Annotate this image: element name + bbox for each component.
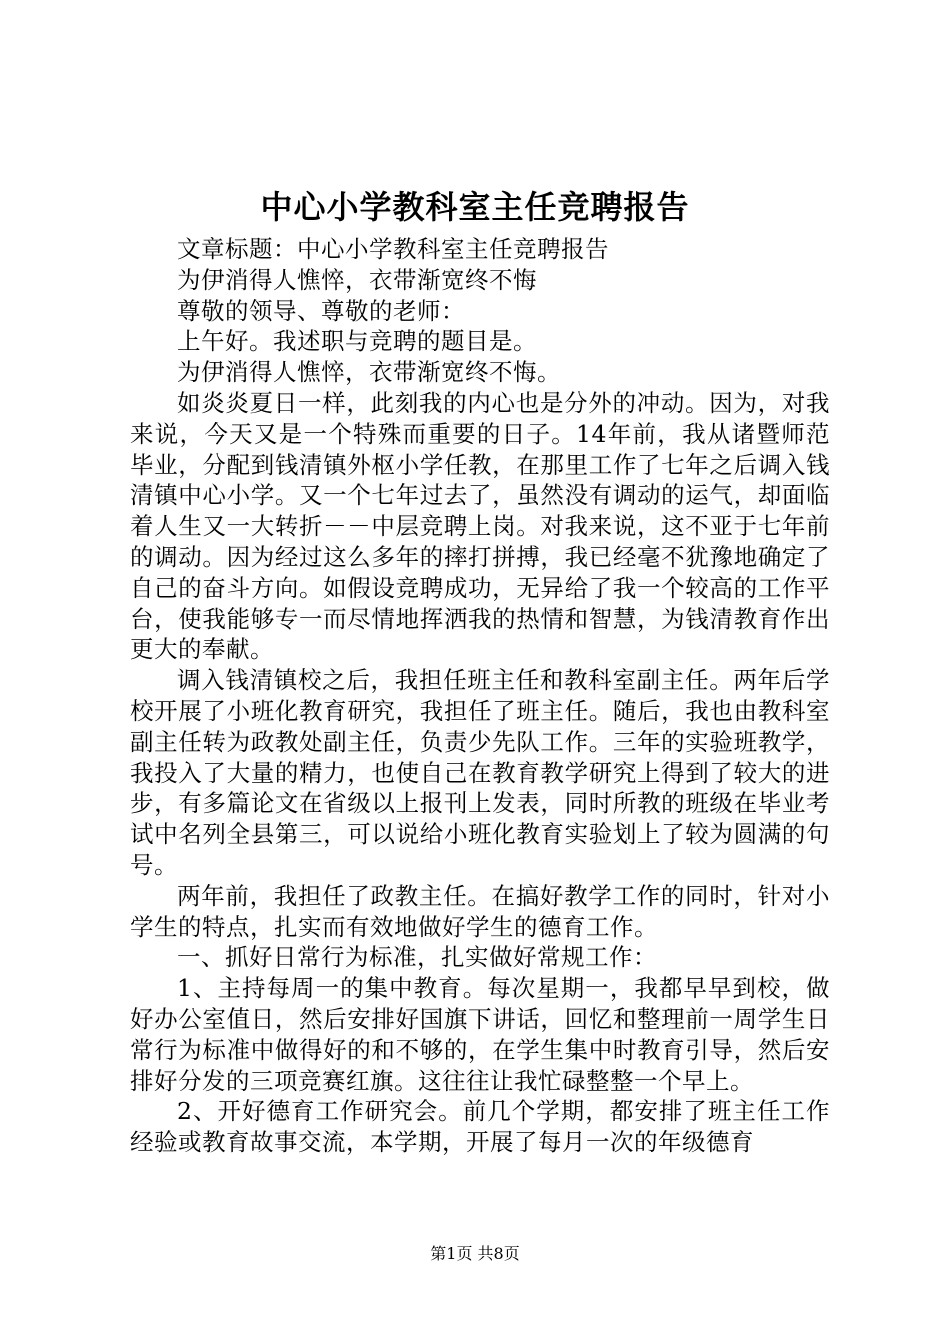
paragraph-article-title: 文章标题：中心小学教科室主任竞聘报告	[177, 235, 609, 263]
paragraph-section-heading-1: 一、抓好日常行为标准，扎实做好常规工作：	[177, 943, 657, 972]
page-footer: 第1页 共8页	[430, 1244, 520, 1263]
document-body	[130, 234, 830, 1158]
page-title: 中心小学教科室主任竞聘报告	[260, 188, 690, 226]
paragraph-introduction: 如炎炎夏日一样，此刻我的内心也是分外的冲动。因为，对我来说，今天又是一个特殊而重要的日子。14年前，我从诸暨师范毕业，分配到钱清镇外枢小学任教，在那里工作了七年之后调入钱清镇中心小学。又一个七年过去了，虽然没有调动的运气，却面临着人生又一大转折－－中层竞聘上岗。对我来说，这不亚于七年前的调动。因为经过这么多年的摔打拼搏，我已经毫不犹豫地确定了自己的奋斗方向。如假设竞聘成功，无异给了我一个较高的工作平台，使我能够专一而尽情地挥洒我的热情和智慧，为钱清教育作出更大的奉献。	[130, 388, 830, 664]
paragraph-item-1: 1、主持每周一的集中教育。每次星期一，我都早早到校，做好办公室值日，然后安排好国旗下讲话，回忆和整理前一周学生日常行为标准中做得好的和不够的，在学生集中时教育引导，然后安排好分发的三项竞赛红旗。这往往让我忙碌整整一个早上。	[130, 974, 830, 1095]
paragraph-greeting: 上午好。我述职与竞聘的题目是。	[177, 327, 537, 356]
paragraph-quote: 为伊消得人憔悴，衣带渐宽终不悔	[177, 265, 537, 294]
paragraph-experience: 调入钱清镇校之后，我担任班主任和教科室副主任。两年后学校开展了小班化教育研究，我担任了班主任。随后，我也由教科室副主任转为政教处副主任，负责少先队工作。三年的实验班教学，我投入了大量的精力，也使自己在教育教学研究上得到了较大的进步，有多篇论文在省级以上报刊上发表，同时所教的班级在毕业考试中名列全县第三，可以说给小班化教育实验划上了较为圆满的句号。	[130, 666, 830, 879]
paragraph-salutation: 尊敬的领导、尊敬的老师：	[177, 296, 465, 325]
paragraph-item-2: 2、开好德育工作研究会。前几个学期，都安排了班主任工作经验或教育故事交流，本学期，开展了每月一次的年级德育	[130, 1097, 830, 1157]
paragraph-political-director: 两年前，我担任了政教主任。在搞好教学工作的同时，针对小学生的特点，扎实而有效地做好学生的德育工作。	[130, 881, 830, 941]
paragraph-quote-repeat: 为伊消得人憔悴，衣带渐宽终不悔。	[177, 358, 561, 387]
